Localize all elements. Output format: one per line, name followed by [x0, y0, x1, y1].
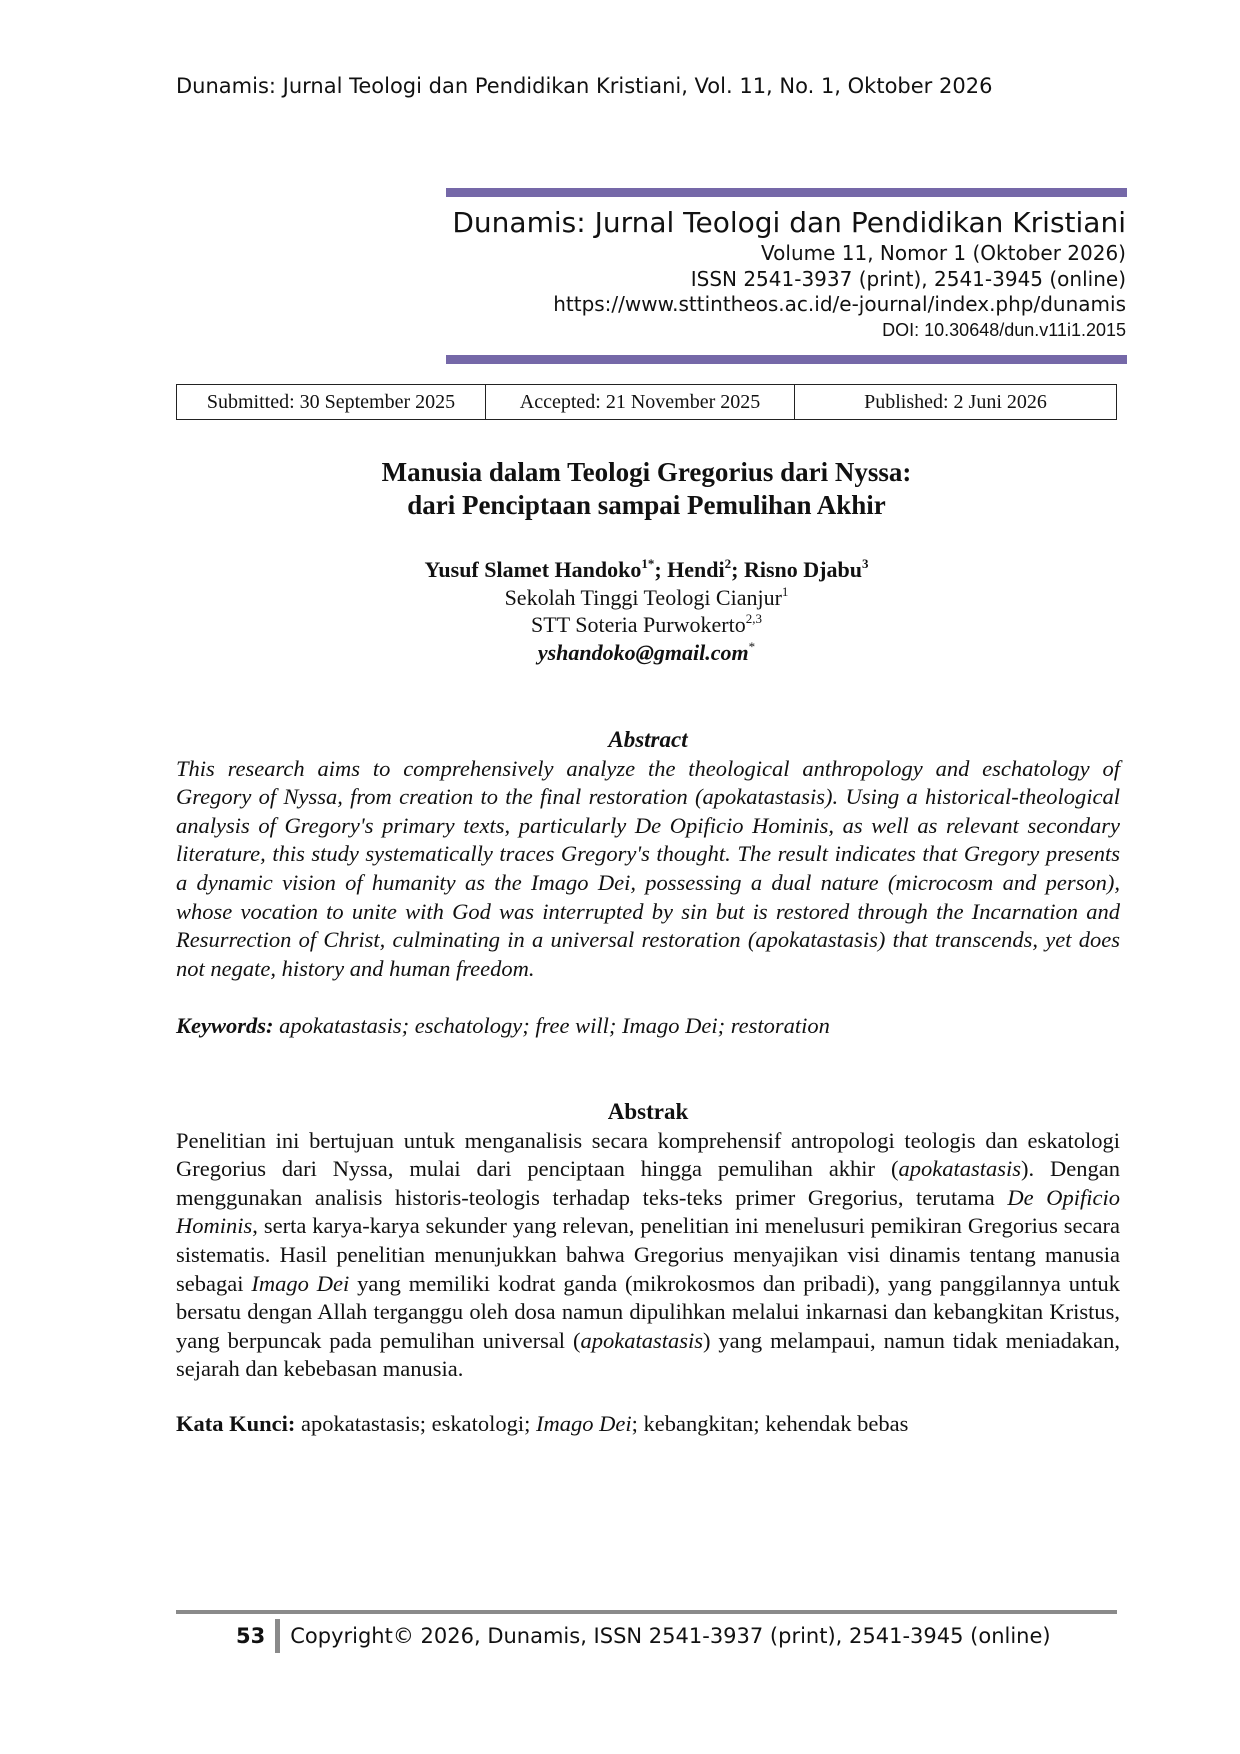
corresponding-email	[176, 639, 1117, 667]
affiliation-1-name: Sekolah Tinggi Teologi Cianjur	[504, 584, 782, 610]
abstract-heading: Abstract	[608, 727, 688, 752]
abstrak-text	[176, 1127, 1120, 1384]
abstrak-term-apokatastasis: apokatastasis	[898, 1156, 1021, 1182]
published-date: Published: 2 Juni 2026	[794, 385, 1116, 419]
email-link[interactable]: yshandoko@gmail.com	[537, 639, 749, 665]
running-header: Dunamis: Jurnal Teologi dan Pendidikan Kristiani, Vol. 11, No. 1, Oktober 2026	[176, 74, 993, 98]
abstrak-text-part-2: ). Dengan menggunakan analisis historis-teologis terhadap teks-teks primer Gregorius, terutama	[176, 1156, 1120, 1210]
article-title-line-1: Manusia dalam Teologi Gregorius dari Nyssa:	[381, 457, 912, 487]
author-1-mark: 1*	[641, 556, 655, 571]
accepted-date: Accepted: 21 November 2025	[485, 385, 794, 419]
affiliation-2	[176, 611, 1117, 639]
affiliation-2-name: STT Soteria Purwokerto	[531, 612, 746, 637]
author-2-mark: 2	[724, 556, 732, 571]
author-1: Yusuf Slamet Handoko	[424, 557, 642, 582]
kata-kunci-label: Kata Kunci:	[176, 1411, 296, 1436]
footer-rule	[176, 1610, 1117, 1614]
kata-kunci-imago-dei: Imago Dei	[535, 1411, 632, 1436]
article-dates-table	[176, 384, 1117, 420]
abstrak-text-part-3: , serta karya-karya sekunder yang relevan, penelitian ini menelusuri pemikiran Gregorius secara sistematis. Hasil penelitian menunjukkan bahwa Gregorius menyajikan visi dinamis tentang manusia sebagai	[176, 1213, 1120, 1296]
abstrak-term-apokatastasis-2: apokatastasis	[580, 1327, 703, 1353]
journal-volume: Volume 11, Nomor 1 (Oktober 2026)	[761, 241, 1126, 265]
article-title-line-2: dari Penciptaan sampai Pemulihan Akhir	[407, 490, 886, 520]
author-separator-1: ;	[654, 557, 668, 582]
footer-divider	[275, 1619, 280, 1653]
email-mark: *	[748, 638, 756, 654]
abstrak-term-de-opificio: De Opificio Hominis	[176, 1184, 1120, 1239]
author-2: Hendi	[667, 557, 725, 582]
affiliation-1-mark: 1	[781, 583, 789, 599]
kata-kunci-part-2: ; kebangkitan; kehendak bebas	[631, 1411, 909, 1436]
abstrak-term-imago-dei: Imago Dei	[251, 1270, 350, 1296]
abstrak-text-part-4: yang memiliki kodrat ganda (mikrokosmos dan pribadi), yang panggilannya untuk bersatu dengan Allah terganggu oleh dosa namun dipulihkan melalui inkarnasi dan kebangkitan Kristus, yang berpuncak pada pemulihan universal (	[176, 1270, 1120, 1353]
author-names	[176, 556, 1117, 584]
abstract-english	[176, 726, 1120, 983]
page-number: 53	[236, 1624, 266, 1648]
abstract-text: This research aims to comprehensively analyze the theological anthropology and eschatology of Gregory of Nyssa, from creation to the final restoration (apokatastasis). Using a historical-theological analysis of Gregory's primary texts, particularly De Opificio Hominis, as well as relevant secondary literature, this study systematically traces Gregory's thought. The result indicates that Gregory presents a dynamic vision of humanity as the Imago Dei, possessing a dual nature (microcosm and person), whose vocation to unite with God was interrupted by sin but is restored through the Incarnation and Resurrection of Christ, culminating in a universal restoration (apokatastasis) that transcends, yet does not negate, history and human freedom.	[176, 755, 1120, 981]
keywords-english	[176, 1012, 1120, 1041]
abstrak-text-part-1: Penelitian ini bertujuan untuk menganalisis secara komprehensif antropologi teologis dan eskatologi Gregorius dari Nyssa, mulai dari penciptaan hingga pemulihan akhir (	[176, 1127, 1120, 1182]
journal-url[interactable]: https://www.sttintheos.ac.id/e-journal/index.php/dunamis	[553, 292, 1126, 316]
submitted-date: Submitted: 30 September 2025	[206, 390, 456, 413]
keywords-terms: apokatastasis; eschatology; free will; Imago Dei; restoration	[279, 1013, 830, 1038]
keywords-indonesian	[176, 1410, 1120, 1439]
author-3: Risno Djabu	[743, 557, 862, 582]
page-footer	[236, 1620, 1051, 1652]
keywords-label: Keywords:	[176, 1013, 274, 1038]
masthead-top-rule	[446, 188, 1127, 197]
abstrak-text-part-5: ) yang melampaui, namun tidak meniadakan, sejarah dan kebebasan manusia.	[176, 1327, 1120, 1382]
copyright-notice: Copyright© 2026, Dunamis, ISSN 2541-3937 (print), 2541-3945 (online)	[290, 1624, 1051, 1648]
article-title	[176, 456, 1117, 522]
journal-masthead	[446, 205, 1126, 342]
journal-issn: ISSN 2541-3937 (print), 2541-3945 (online)	[690, 266, 1126, 291]
author-3-mark: 3	[861, 556, 869, 571]
affiliation-1	[176, 584, 1117, 612]
journal-doi[interactable]: DOI: 10.30648/dun.v11i1.2015	[882, 319, 1126, 340]
author-block	[176, 556, 1117, 666]
abstrak-heading: Abstrak	[607, 1099, 689, 1124]
author-separator-2: ;	[731, 557, 744, 582]
masthead-bottom-rule	[446, 355, 1127, 364]
affiliation-2-mark: 2,3	[745, 611, 762, 626]
journal-name: Dunamis: Jurnal Teologi dan Pendidikan Kristiani	[452, 206, 1126, 239]
abstract-indonesian	[176, 1098, 1120, 1384]
kata-kunci-part-1: apokatastasis; eskatologi;	[295, 1411, 536, 1436]
